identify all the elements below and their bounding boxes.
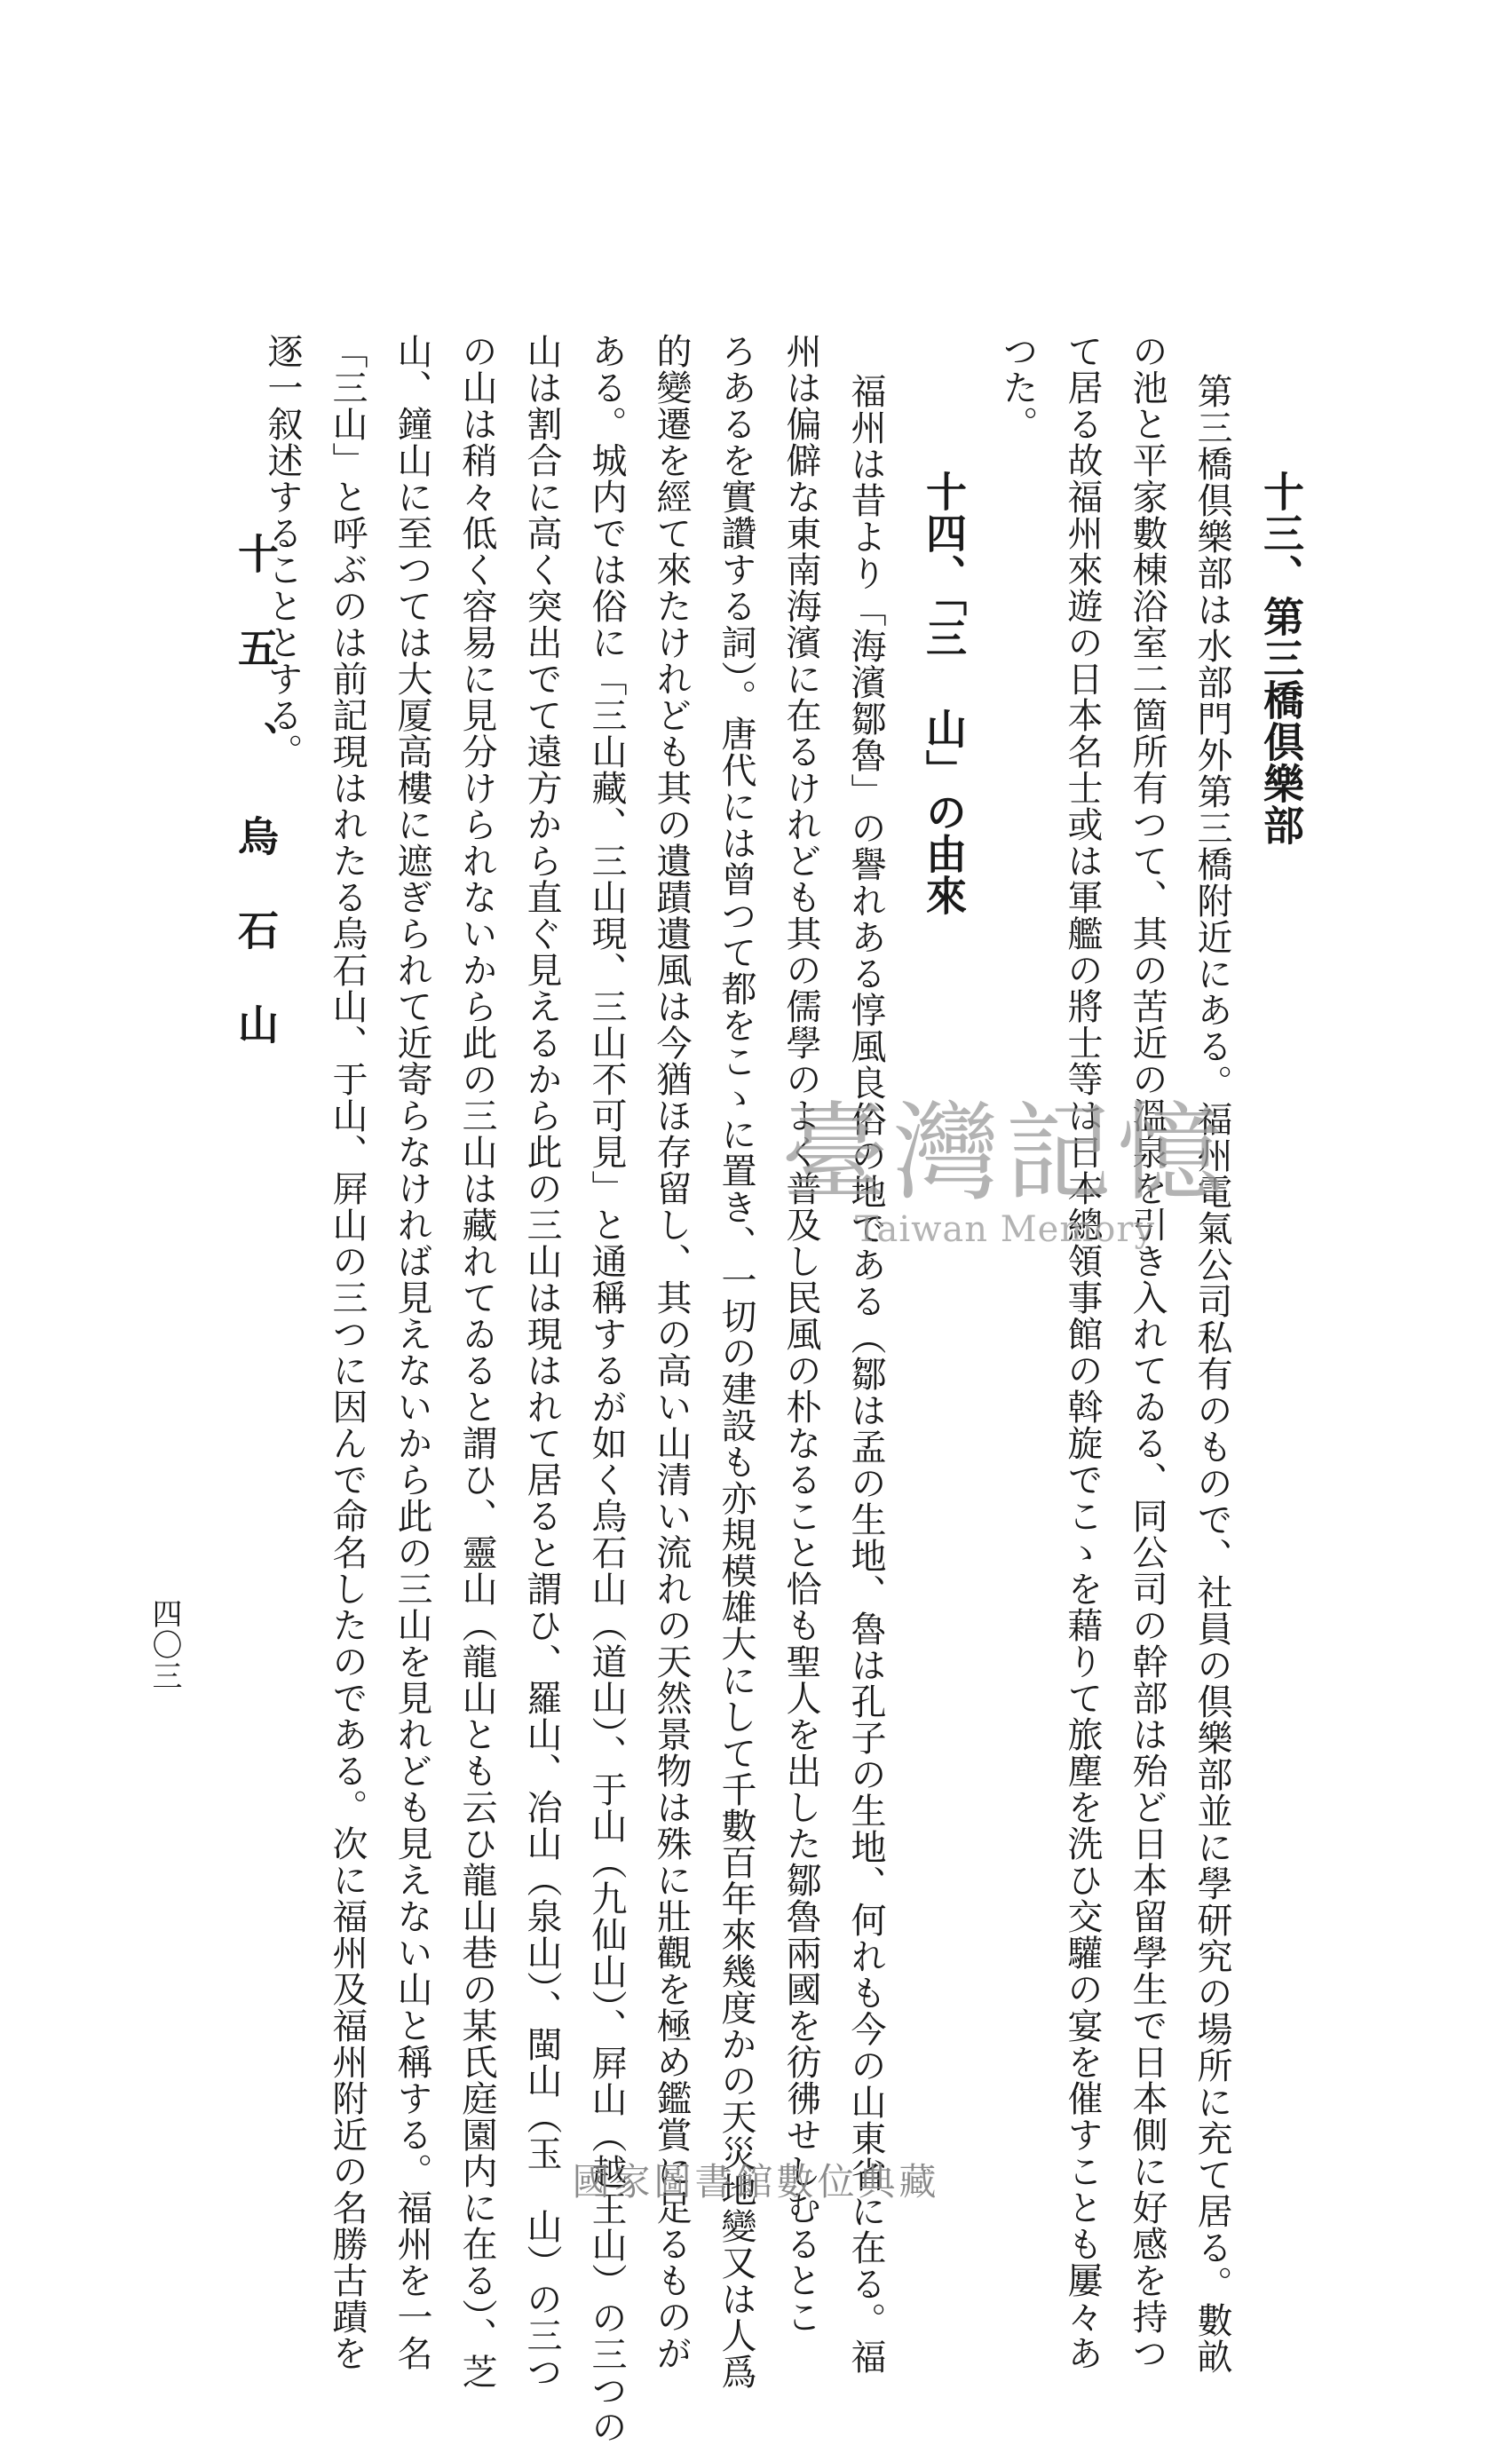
watermark	[781, 1092, 1229, 1250]
section-14-line-2: 州は偏僻な東南海濱に在るけれども其の儒學のよく普及し民風の朴なること恰も聖人を出した鄒魯兩國を彷彿せしむるとこ	[780, 333, 821, 2335]
section-14-line-10: 逐一叙述することとする。	[262, 333, 303, 770]
watermark-subtitle: Taiwan Memory	[854, 1209, 1156, 1250]
page-number: 四〇三	[146, 1598, 182, 1691]
section-14-line-3: ろあるを實讚する詞）。唐代には曾つて都をこゝに置き、一切の建設も亦規模雄大にして千數百年來幾度かの天災地變又は人爲	[716, 333, 756, 2390]
section-14-line-4: 的變遷を經て來たけれども其の遺蹟遺風は今猶ほ存留し、其の高い山清い流れの天然景物は殊に壯觀を極め鑑賞に足るものが	[651, 333, 692, 2371]
section-13-line-4: つた。	[997, 333, 1038, 442]
section-14-heading: 十四、「三 山」の由來	[920, 471, 968, 916]
section-13-line-3: て居る故福州來遊の日本名士或は軍艦の將士等は日本總領事館の斡旋でこゝを藉りて旅塵を洗ひ交驩の宴を催すことも屢々あ	[1062, 333, 1103, 2371]
section-13-line-2: の池と平家數棟浴室二箇所有つて、其の苦近の溫泉を引き入れてゐる、同公司の幹部は殆ど日本留學生で日本側に好感を持つ	[1127, 333, 1168, 2371]
watermark-title: 臺灣記憶	[781, 1092, 1229, 1215]
section-14-line-8: 山、鐘山に至つては大厦高樓に遮ぎられて近寄らなければ見えないから此の三山を見れども見えない山と稱する。福州を一名	[392, 333, 432, 2371]
section-15-heading: 十五、烏石山	[232, 533, 280, 1097]
section-14-line-9: 「三山」と呼ぶのは前記現はれたる烏石山、于山、屛山の三つに因んで命名したのである。次に福州及福州附近の名勝古蹟を	[327, 333, 368, 2371]
section-13-heading: 十三、第三橋倶樂部	[1257, 471, 1305, 846]
section-13-line-1: 第三橋倶樂部は水部門外第三橋附近にある。福州電氣公司私有のもので、社員の倶樂部並に學研究の場所に充て居る。數畝	[1191, 373, 1232, 2375]
section-14-line-5: ある。城内では俗に「三山藏、三山現、三山不可見」と通稱するが如く烏石山（道山）、于山（九仙山）、屛山（越王山）の三つの	[586, 333, 627, 2445]
section-14-line-6: 山は割合に高く突出でて遠方から直ぐ見えるから此の三山は現はれて居ると謂ひ、羅山、冶山（泉山）、閩山（玉 山）の三つ	[521, 333, 562, 2390]
section-14-line-1: 福州は昔より「海濱鄒魯」の譽れある惇風良俗の地である（鄒は孟の生地、魯は孔子の生地、何れも今の山東省に在る。福	[845, 373, 886, 2375]
section-14-line-7: の山は稍々低く容易に見分けられないから此の三山は藏れてゐると謂ひ、靈山（龍山とも云ひ龍山巷の某氏庭園内に在る）、芝	[456, 333, 497, 2390]
footer-archive-label: 國家圖書館數位典藏	[572, 2160, 940, 2204]
